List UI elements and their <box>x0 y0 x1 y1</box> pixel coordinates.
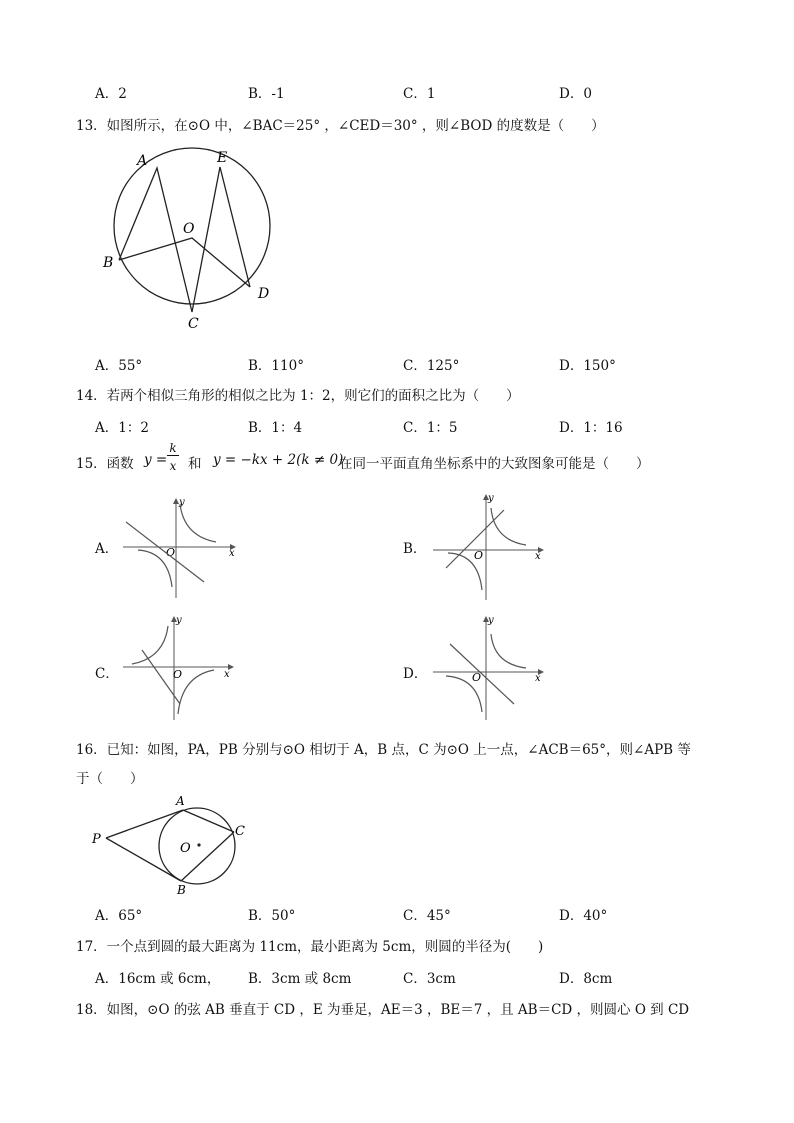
q15-option-b-label: B． <box>403 541 427 557</box>
label-c: C <box>235 824 245 839</box>
q16-question-line1: 16．已知：如图，PA，PB 分别与⊙O 相切于 A，B 点，C 为⊙O 上一点，∠ACB＝65°，则∠APB 等 <box>76 742 691 758</box>
q13-question: 13．如图所示，在⊙O 中，∠BAC＝25° ，∠CED＝30° ，则∠BOD 的度数是（ ） <box>76 118 605 134</box>
q15-option-a-label: A． <box>95 541 119 557</box>
label-o: O <box>183 221 195 237</box>
q16-option-c: C．45° <box>403 908 451 924</box>
q16-tangent-figure <box>88 790 258 902</box>
q14-option-b: B．1：4 <box>248 420 303 436</box>
q15-func1-numerator: k <box>167 441 179 456</box>
q15-and: 和 <box>188 456 202 472</box>
q17-question: 17．一个点到圆的最大距离为 11cm，最小距离为 5cm，则圆的半径为( ) <box>76 939 544 955</box>
q13-option-a: A．55° <box>95 358 143 374</box>
q12-option-c: C．1 <box>403 86 436 102</box>
q13-circle-figure <box>95 140 295 340</box>
graph-d-origin: O <box>472 671 482 684</box>
graph-b-origin: O <box>474 549 484 562</box>
graph-c-x-label: x <box>224 669 230 680</box>
label-e: E <box>217 150 228 166</box>
q16-option-a: A．65° <box>95 908 143 924</box>
label-c: C <box>188 316 199 332</box>
graph-b-x-label: x <box>535 551 541 562</box>
q15-graph-c <box>118 612 243 724</box>
q15-suffix: 在同一平面直角坐标系中的大致图象可能是（ ） <box>339 456 650 472</box>
q15-graph-b <box>428 490 553 602</box>
q15-graph-a <box>118 492 243 602</box>
q15-func2: y = −kx + 2(k ≠ 0) <box>213 452 344 468</box>
q13-option-d: D．150° <box>559 358 616 374</box>
q16-option-d: D．40° <box>559 908 608 924</box>
label-p: P <box>92 832 101 847</box>
label-a: A <box>137 153 148 169</box>
q15-func1-lhs: y = <box>144 452 168 468</box>
q12-option-b: B．-1 <box>248 86 285 102</box>
q14-option-c: C．1：5 <box>403 420 458 436</box>
q14-question: 14．若两个相似三角形的相似之比为 1：2，则它们的面积之比为（ ） <box>76 388 520 404</box>
q17-option-a: A．16cm 或 6cm， <box>95 971 221 987</box>
q15-option-c-label: C． <box>95 666 119 682</box>
label-b: B <box>103 255 114 271</box>
q15-graph-d <box>428 612 553 724</box>
label-d: D <box>258 286 270 302</box>
q17-option-d: D．8cm <box>559 971 613 987</box>
q15-prefix: 15．函数 <box>76 456 134 472</box>
q16-option-b: B．50° <box>248 908 296 924</box>
q13-option-c: C．125° <box>403 358 460 374</box>
q17-option-c: C．3cm <box>403 971 456 987</box>
q15-func1-denominator: x <box>169 459 177 473</box>
q16-question-line2: 于（ ） <box>76 771 144 787</box>
q12-option-a: A．2 <box>95 86 127 102</box>
label-a: A <box>176 794 185 808</box>
q14-option-a: A．1：2 <box>95 420 149 436</box>
label-b: B <box>177 883 186 897</box>
q13-option-b: B．110° <box>248 358 304 374</box>
graph-a-y-label: y <box>179 497 185 508</box>
graph-d-x-label: x <box>535 673 541 684</box>
graph-a-origin: O <box>166 546 176 559</box>
graph-c-y-label: y <box>176 615 182 626</box>
q12-option-d: D．0 <box>559 86 592 102</box>
q15-option-d-label: D． <box>403 666 428 682</box>
graph-a-x-label: x <box>229 548 235 559</box>
q18-question: 18．如图，⊙O 的弦 AB 垂直于 CD ，E 为垂足，AE＝3 ，BE＝7 ，且 AB＝CD ，则圆心 O 到 CD <box>76 1002 690 1018</box>
graph-d-y-label: y <box>488 615 494 626</box>
q14-option-d: D．1：16 <box>559 420 623 436</box>
graph-c-origin: O <box>173 668 183 681</box>
q17-option-b: B．3cm 或 8cm <box>248 971 352 987</box>
label-o: O <box>180 841 191 856</box>
graph-b-y-label: y <box>488 493 494 504</box>
